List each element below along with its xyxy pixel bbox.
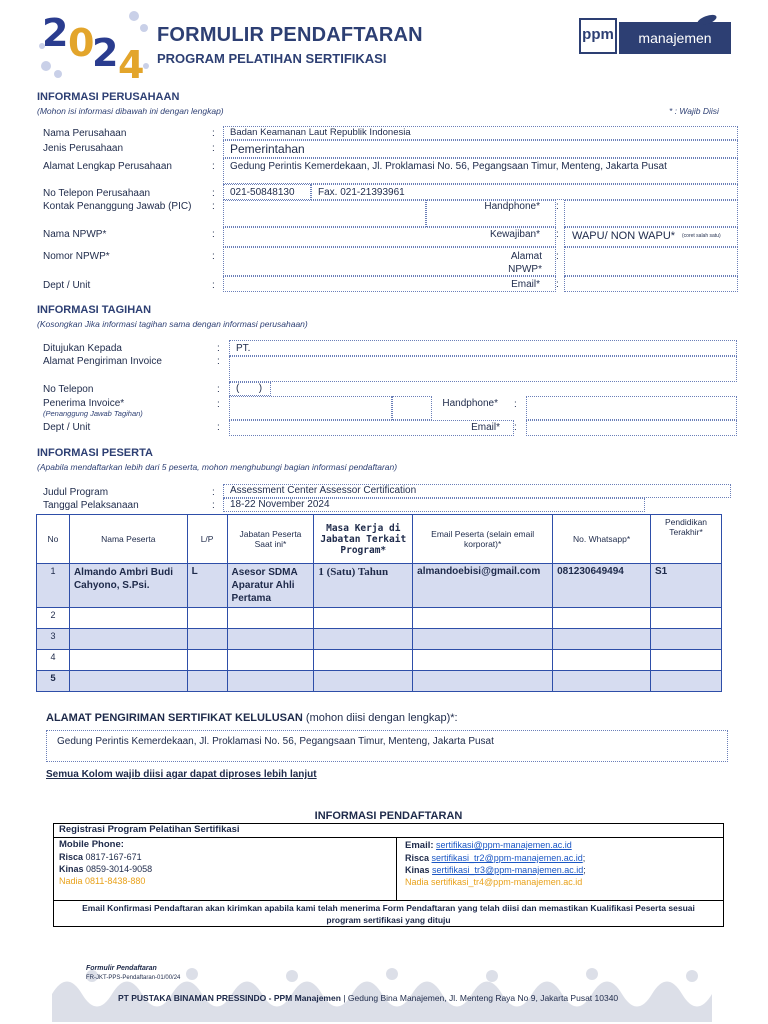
colon: :	[212, 161, 215, 172]
label-telepon-perusahaan: No Telepon Perusahaan	[43, 188, 151, 199]
colon: :	[212, 188, 215, 199]
label-kewajiban: Kewajiban*	[489, 229, 540, 240]
mobile-phone-label: Mobile Phone:	[59, 839, 124, 850]
label-handphone-tagihan: Handphone*	[442, 398, 498, 409]
footer-address: Gedung Bina Manajemen, Jl. Menteng Raya No 9, Jakarta Pusat 10340	[347, 993, 619, 1003]
phone-item-risca	[59, 851, 391, 863]
sertifikat-heading-text: ALAMAT PENGIRIMAN SERTIFIKAT KELULUSAN	[46, 712, 303, 724]
pendaftaran-heading: INFORMASI PENDAFTARAN	[314, 810, 463, 822]
phone-number: 0817-167-671	[85, 852, 142, 862]
tanggal-pelaksanaan-field[interactable]	[223, 498, 645, 512]
logo-digit-0: 0	[68, 21, 95, 65]
penerima-invoice-field-2[interactable]	[392, 396, 432, 420]
email-main-row	[405, 839, 715, 852]
fax-field[interactable]	[311, 184, 738, 200]
label-dept-tagihan: Dept / Unit	[43, 422, 91, 433]
telepon-tagihan-field[interactable]	[229, 382, 271, 396]
email-name: Kinas	[405, 865, 430, 875]
label-alamat-npwp-line1: Alamat	[510, 251, 542, 262]
kontak-pic-field[interactable]	[223, 200, 426, 227]
phone-name: Kinas	[59, 864, 84, 874]
phone-item-kinas	[59, 863, 391, 875]
telepon-value: 021-50848130	[230, 187, 295, 198]
alamat-sertifikat-field[interactable]	[46, 730, 728, 762]
column-header-nama: Nama Peserta	[69, 515, 187, 564]
cell-jabatan[interactable]	[227, 671, 314, 692]
colon: :	[514, 422, 517, 433]
telepon-tagihan-value: ( )	[236, 383, 263, 394]
email-cell	[397, 838, 723, 900]
email-item-kinas	[405, 864, 715, 876]
email-suffix: ;	[583, 865, 586, 875]
label-alamat-invoice: Alamat Pengiriman Invoice	[43, 356, 162, 367]
nama-perusahaan-value: Badan Keamanan Laut Republik Indonesia	[230, 127, 411, 138]
confirmation-text: Email Konfirmasi Pendaftaran akan kirimkan apabila kami telah menerima Form Pendaftaran yang telah diisi dan memastikan Kualifikasi Peserta sesuai program sertifikasi yang dituju	[82, 902, 695, 925]
section-heading-peserta: INFORMASI PESERTA	[37, 447, 153, 459]
column-header-email: Email Peserta (selain email korporat)*	[413, 515, 553, 564]
cell-masa-kerja[interactable]	[314, 629, 413, 650]
footer-form-name: Formulir Pendaftaran	[86, 965, 157, 972]
cell-nama[interactable]	[69, 608, 187, 629]
cell-lp[interactable]: L	[187, 564, 227, 608]
table-row	[37, 650, 722, 671]
footer-company: PT PUSTAKA BINAMAN PRESSINDO - PPM Manajemen	[118, 993, 341, 1003]
kewajiban-field[interactable]	[564, 227, 738, 247]
colon: :	[212, 280, 215, 291]
email-link-nadia[interactable]: sertifikasi_tr4@ppm-manajemen.ac.id	[431, 877, 583, 887]
footer-form-code: FR-JKT-PPS-Pendaftaran-01/00/24	[86, 975, 181, 981]
cell-whatsapp[interactable]	[553, 629, 651, 650]
alamat-perusahaan-field[interactable]	[223, 158, 738, 184]
section-heading-tagihan: INFORMASI TAGIHAN	[37, 304, 152, 316]
cell-whatsapp[interactable]: 081230649494	[553, 564, 651, 608]
alamat-npwp-field[interactable]	[564, 247, 738, 276]
cell-email[interactable]	[413, 608, 553, 629]
logo-digit-2a: 2	[42, 11, 69, 55]
footer-company-line	[118, 993, 618, 1003]
cell-masa-kerja[interactable]: 1 (Satu) Tahun	[314, 564, 413, 608]
ppm-logo	[579, 18, 731, 58]
cell-masa-kerja[interactable]	[314, 650, 413, 671]
cell-email[interactable]	[413, 650, 553, 671]
kewajiban-value: WAPU/ NON WAPU*	[572, 230, 676, 242]
phone-item-nadia	[59, 875, 391, 887]
cell-no: 1	[37, 564, 70, 608]
section-heading-perusahaan: INFORMASI PERUSAHAAN	[37, 91, 180, 103]
sertifikat-heading	[46, 712, 458, 724]
tanggal-pelaksanaan-value: 18-22 November 2024	[230, 499, 330, 510]
colon: :	[217, 343, 220, 354]
judul-program-field[interactable]	[223, 484, 731, 498]
label-nama-npwp: Nama NPWP*	[43, 229, 107, 240]
colon: :	[556, 251, 559, 262]
peserta-table	[36, 514, 722, 692]
cell-jabatan[interactable]	[227, 650, 314, 671]
colon: :	[556, 201, 559, 212]
sertifikat-heading-note: (mohon diisi dengan lengkap)*:	[305, 712, 458, 724]
judul-program-value: Assessment Center Assessor Certification	[230, 485, 417, 496]
label-alamat-npwp-line2: NPWP*	[508, 264, 542, 275]
cell-pendidikan[interactable]	[651, 650, 722, 671]
ditujukan-field[interactable]	[229, 340, 737, 356]
email-tagihan-field[interactable]	[526, 420, 737, 436]
mandatory-note: Semua Kolom wajib diisi agar dapat diproses lebih lanjut	[46, 769, 317, 780]
label-alamat-perusahaan: Alamat Lengkap Perusahaan	[43, 161, 172, 172]
table-row	[37, 564, 722, 608]
colon: :	[212, 128, 215, 139]
email-label: Email:	[405, 840, 434, 851]
label-kontak-pic: Kontak Penanggung Jawab (PIC)	[43, 201, 192, 212]
nama-perusahaan-field[interactable]	[223, 126, 738, 140]
colon: :	[556, 279, 559, 290]
phone-number: 0859-3014-9058	[86, 864, 153, 874]
ppm-logo-mark: ppm	[579, 18, 617, 54]
column-header-lp: L/P	[187, 515, 227, 564]
email-suffix: ;	[582, 853, 586, 863]
label-tanggal-pelaksanaan: Tanggal Pelaksanaan	[43, 500, 139, 511]
cell-lp[interactable]	[187, 671, 227, 692]
cell-nama[interactable]	[69, 671, 187, 692]
telepon-field[interactable]	[223, 184, 311, 200]
alamat-sertifikat-value: Gedung Perintis Kemerdekaan, Jl. Proklamasi No. 56, Pegangsaan Timur, Menteng, Jakarta Pusat	[57, 736, 494, 747]
email-field[interactable]	[564, 276, 738, 292]
cell-no: 3	[37, 629, 70, 650]
alamat-invoice-field[interactable]	[229, 356, 737, 382]
fax-value: Fax. 021-21393961	[318, 187, 405, 198]
cell-no: 5	[37, 671, 70, 692]
label-penerima-invoice: Penerima Invoice*	[43, 398, 125, 409]
phone-number: 0811-8438-880	[85, 876, 146, 886]
footer-separator: |	[343, 993, 346, 1003]
logo-digit-4: 4	[118, 43, 145, 84]
label-handphone: Handphone*	[484, 201, 540, 212]
section-note-peserta: (Apabila mendaftarkan lebih dari 5 peserta, mohon menghubungi bagian informasi pendaftaran)	[37, 462, 398, 472]
cell-lp[interactable]	[187, 629, 227, 650]
cell-whatsapp[interactable]	[553, 671, 651, 692]
cell-whatsapp[interactable]	[553, 608, 651, 629]
cell-email[interactable]: almandoebisi@gmail.com	[413, 564, 553, 608]
cell-lp[interactable]	[187, 650, 227, 671]
label-dept-unit: Dept / Unit	[43, 280, 91, 291]
label-email-tagihan: Email*	[471, 422, 500, 433]
ditujukan-value: PT.	[236, 343, 251, 354]
colon: :	[217, 356, 220, 367]
table-header-row	[37, 515, 722, 564]
alamat-perusahaan-value: Gedung Perintis Kemerdekaan, Jl. Proklamasi No. 56, Pegangsaan Timur, Menteng, Jakarta Pusat	[230, 161, 667, 172]
colon: :	[217, 399, 220, 410]
cell-nama[interactable]	[69, 629, 187, 650]
table-row	[37, 629, 722, 650]
colon: :	[212, 201, 215, 212]
label-ditujukan: Ditujukan Kepada	[43, 343, 122, 354]
label-telepon-tagihan: No Telepon	[43, 384, 94, 395]
table-row	[37, 608, 722, 629]
form-title: FORMULIR PENDAFTARAN	[157, 24, 423, 46]
cell-email[interactable]	[413, 629, 553, 650]
label-alamat-npwp	[426, 250, 542, 276]
colon: :	[212, 143, 215, 154]
registrasi-label: Registrasi Program Pelatihan Sertifikasi	[54, 824, 723, 838]
column-header-pendidikan: Pendidikan Terakhir*	[651, 515, 722, 564]
penerima-invoice-field[interactable]	[229, 396, 392, 420]
handphone-tagihan-field[interactable]	[526, 396, 737, 420]
colon: :	[212, 487, 215, 498]
colon: :	[212, 229, 215, 240]
logo-digit-2b: 2	[92, 31, 119, 75]
section-note-perusahaan: (Mohon isi informasi dibawah ini dengan lengkap)	[37, 106, 224, 116]
ppm-logo-wordmark: manajemen	[619, 22, 731, 54]
cell-masa-kerja[interactable]	[314, 608, 413, 629]
email-link-risca[interactable]: sertifikasi_tr2@ppm-manajemen.ac.id	[431, 853, 583, 863]
table-row	[37, 671, 722, 692]
label-nama-perusahaan: Nama Perusahaan	[43, 128, 127, 139]
colon: :	[212, 500, 215, 511]
colon: :	[514, 399, 517, 410]
cell-whatsapp[interactable]	[553, 650, 651, 671]
email-item-nadia	[405, 876, 715, 888]
handphone-field[interactable]	[564, 200, 738, 227]
email-link-kinas[interactable]: sertifikasi_tr3@ppm-manajemen.ac.id	[432, 865, 584, 875]
label-jenis-perusahaan: Jenis Perusahaan	[43, 143, 124, 154]
cell-no: 2	[37, 608, 70, 629]
mobile-phone-cell	[54, 838, 397, 900]
cell-nama[interactable]: Almando Ambri Budi Cahyono, S.Psi.	[69, 564, 187, 608]
phone-name: Nadia	[59, 876, 83, 886]
pendaftaran-table	[53, 823, 724, 927]
label-nomor-npwp: Nomor NPWP*	[43, 251, 110, 262]
cell-pendidikan[interactable]	[651, 608, 722, 629]
note-penerima-invoice: (Penanggung Jawab Tagihan)	[43, 409, 143, 418]
phone-name: Risca	[59, 852, 84, 862]
cell-email[interactable]	[413, 671, 553, 692]
form-subtitle: PROGRAM PELATIHAN SERTIFIKASI	[157, 51, 387, 66]
column-header-no: No	[37, 515, 70, 564]
email-name: Risca	[405, 853, 430, 863]
cell-masa-kerja[interactable]	[314, 671, 413, 692]
column-header-whatsapp: No. Whatsapp*	[553, 515, 651, 564]
colon: :	[217, 422, 220, 433]
cell-jabatan[interactable]	[227, 608, 314, 629]
column-header-masa-kerja: Masa Kerja di Jabatan Terkait Program*	[314, 515, 413, 564]
colon: :	[217, 384, 220, 395]
cell-no: 4	[37, 650, 70, 671]
cell-jabatan[interactable]: Asesor SDMA Aparatur Ahli Pertama	[227, 564, 314, 608]
kewajiban-note: (coret salah satu)	[682, 233, 721, 239]
label-judul-program: Judul Program	[43, 487, 109, 498]
jenis-perusahaan-field[interactable]	[223, 140, 738, 158]
cell-lp[interactable]	[187, 608, 227, 629]
label-email: Email*	[511, 279, 540, 290]
section-note-tagihan: (Kosongkan Jika informasi tagihan sama dengan informasi perusahaan)	[37, 319, 308, 329]
email-item-risca	[405, 852, 715, 864]
column-header-jabatan: Jabatan Peserta Saat ini*	[227, 515, 314, 564]
email-link-main[interactable]: sertifikasi@ppm-manajemen.ac.id	[436, 840, 572, 850]
required-note: * : Wajib Diisi	[669, 106, 719, 116]
cell-pendidikan[interactable]	[651, 629, 722, 650]
logo-2024	[36, 6, 152, 84]
cell-nama[interactable]	[69, 650, 187, 671]
jenis-perusahaan-value: Pemerintahan	[230, 142, 305, 156]
cell-pendidikan[interactable]	[651, 671, 722, 692]
colon: :	[556, 229, 559, 240]
colon: :	[212, 251, 215, 262]
cell-pendidikan[interactable]: S1	[651, 564, 722, 608]
email-name: Nadia	[405, 877, 429, 887]
cell-jabatan[interactable]	[227, 629, 314, 650]
